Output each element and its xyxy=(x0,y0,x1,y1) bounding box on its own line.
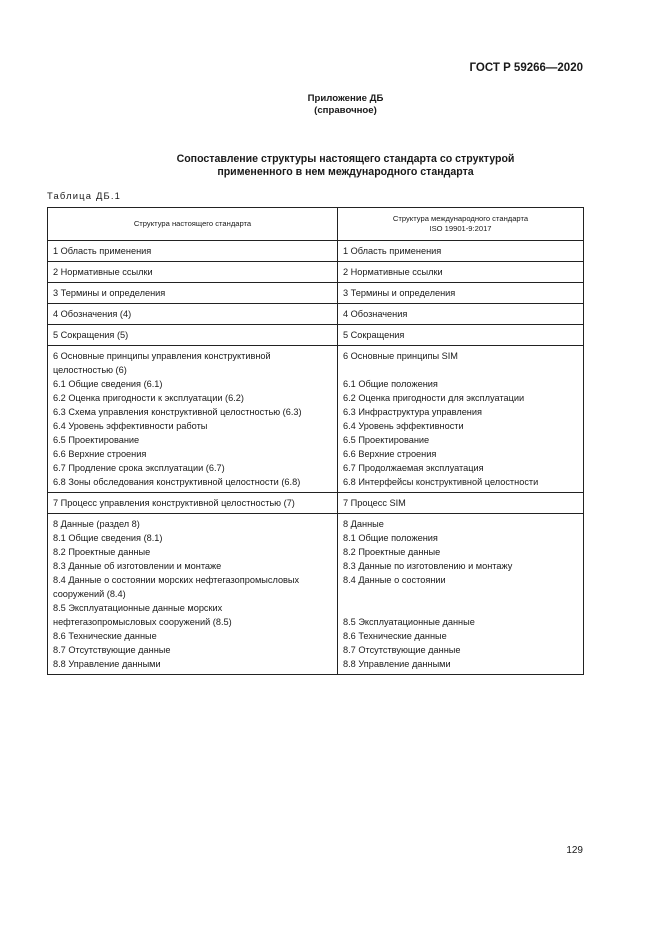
cell-line: 4 Обозначения (4) xyxy=(53,309,132,319)
cell-line: 8.1 Общие сведения (8.1) xyxy=(53,533,163,543)
table-row xyxy=(48,346,584,493)
cell-spacer xyxy=(343,363,578,377)
cell-line: 8.7 Отсутствующие данные xyxy=(53,645,171,655)
cell-international-structure xyxy=(338,283,584,304)
cell-line: 3 Термины и определения xyxy=(343,288,456,298)
cell-line: нефтегазопромысловых сооружений (8.5) xyxy=(53,617,232,627)
cell-international-structure xyxy=(338,493,584,514)
cell-line: 7 Процесс управления конструктивной целостностью (7) xyxy=(53,498,295,508)
cell-line: 6.7 Продление срока эксплуатации (6.7) xyxy=(53,463,225,473)
col2-header-line-2: ISO 19901-9:2017 xyxy=(429,224,492,233)
cell-line: 8.8 Управление данными xyxy=(53,659,161,669)
cell-line: 8 Данные (раздел 8) xyxy=(53,519,140,529)
cell-international-structure xyxy=(338,262,584,283)
cell-line: 6.3 Инфраструктура управления xyxy=(343,407,482,417)
cell-national-structure xyxy=(48,304,338,325)
cell-line: 6.4 Уровень эффективности работы xyxy=(53,421,208,431)
col2-header xyxy=(338,208,584,241)
cell-line: 6.8 Зоны обследования конструктивной целостности (6.8) xyxy=(53,477,301,487)
table-body xyxy=(48,241,584,675)
cell-line: 2 Нормативные ссылки xyxy=(53,267,153,277)
table-row xyxy=(48,514,584,675)
table-row xyxy=(48,304,584,325)
cell-line: 1 Область применения xyxy=(343,246,442,256)
cell-line: 8.1 Общие положения xyxy=(343,533,438,543)
cell-national-structure xyxy=(48,493,338,514)
appendix-heading xyxy=(0,93,661,117)
cell-line: 6.6 Верхние строения xyxy=(343,449,437,459)
cell-line: 8.3 Данные об изготовлении и монтаже xyxy=(53,561,222,571)
cell-national-structure xyxy=(48,325,338,346)
cell-line: 6.5 Проектирование xyxy=(343,435,430,445)
cell-line: 6.2 Оценка пригодности к эксплуатации (6.2) xyxy=(53,393,244,403)
cell-line: 4 Обозначения xyxy=(343,309,408,319)
cell-line: 6.3 Схема управления конструктивной целостностью (6.3) xyxy=(53,407,302,417)
table-row xyxy=(48,325,584,346)
document-title xyxy=(0,153,661,179)
cell-national-structure xyxy=(48,514,338,675)
cell-international-structure xyxy=(338,304,584,325)
cell-line: 2 Нормативные ссылки xyxy=(343,267,443,277)
cell-line: 8.6 Технические данные xyxy=(53,631,157,641)
cell-line: 3 Термины и определения xyxy=(53,288,166,298)
cell-line: 6 Основные принципы SIM xyxy=(343,351,458,361)
title-line-1: Сопоставление структуры настоящего стандарта со структурой xyxy=(176,153,515,165)
cell-international-structure xyxy=(338,514,584,675)
cell-line: 6.5 Проектирование xyxy=(53,435,140,445)
cell-line: 8.5 Эксплуатационные данные xyxy=(343,617,475,627)
table-row xyxy=(48,241,584,262)
appendix-subtitle: (справочное) xyxy=(314,105,377,116)
title-line-2: примененного в нем международного стандарта xyxy=(217,166,474,178)
cell-line: 7 Процесс SIM xyxy=(343,498,406,508)
cell-line: 8 Данные xyxy=(343,519,384,529)
table-row xyxy=(48,493,584,514)
cell-line: 6 Основные принципы управления конструктивной xyxy=(53,351,271,361)
cell-line: 8.8 Управление данными xyxy=(343,659,451,669)
cell-line: 6.4 Уровень эффективности xyxy=(343,421,464,431)
cell-spacer xyxy=(343,601,578,615)
cell-line: 6.8 Интерфейсы конструктивной целостности xyxy=(343,477,539,487)
cell-line: 8.6 Технические данные xyxy=(343,631,447,641)
table-label: Таблица ДБ.1 xyxy=(47,190,122,201)
table-row xyxy=(48,283,584,304)
cell-national-structure xyxy=(48,241,338,262)
cell-international-structure xyxy=(338,325,584,346)
col1-header: Структура настоящего стандарта xyxy=(48,208,338,241)
cell-line: 6.7 Продолжаемая эксплуатация xyxy=(343,463,484,473)
cell-national-structure xyxy=(48,346,338,493)
comparison-table xyxy=(47,207,584,675)
cell-line: 8.5 Эксплуатационные данные морских xyxy=(53,603,223,613)
cell-line: 1 Область применения xyxy=(53,246,152,256)
cell-international-structure xyxy=(338,346,584,493)
cell-line: 6.1 Общие сведения (6.1) xyxy=(53,379,163,389)
cell-line: 5 Сокращения (5) xyxy=(53,330,129,340)
appendix-title: Приложение ДБ xyxy=(307,93,384,104)
table-row xyxy=(48,262,584,283)
page-number: 129 xyxy=(566,845,583,856)
cell-line: 8.4 Данные о состоянии xyxy=(343,575,446,585)
cell-line: 8.2 Проектные данные xyxy=(53,547,151,557)
col2-header-line-1: Структура международного стандарта xyxy=(392,214,529,223)
cell-line: 8.7 Отсутствующие данные xyxy=(343,645,461,655)
standard-code: ГОСТ Р 59266—2020 xyxy=(469,62,583,74)
cell-line: 6.1 Общие положения xyxy=(343,379,438,389)
cell-line: сооружений (8.4) xyxy=(53,589,126,599)
cell-international-structure xyxy=(338,241,584,262)
cell-line: 6.2 Оценка пригодности для эксплуатации xyxy=(343,393,525,403)
cell-line: 5 Сокращения xyxy=(343,330,405,340)
cell-line: 8.2 Проектные данные xyxy=(343,547,441,557)
cell-line: 8.3 Данные по изготовлению и монтажу xyxy=(343,561,513,571)
cell-national-structure xyxy=(48,283,338,304)
cell-national-structure xyxy=(48,262,338,283)
cell-line: целостностью (6) xyxy=(53,365,127,375)
cell-spacer xyxy=(343,587,578,601)
cell-line: 8.4 Данные о состоянии морских нефтегазопромысловых xyxy=(53,575,300,585)
table-header-row xyxy=(48,208,584,241)
cell-line: 6.6 Верхние строения xyxy=(53,449,147,459)
